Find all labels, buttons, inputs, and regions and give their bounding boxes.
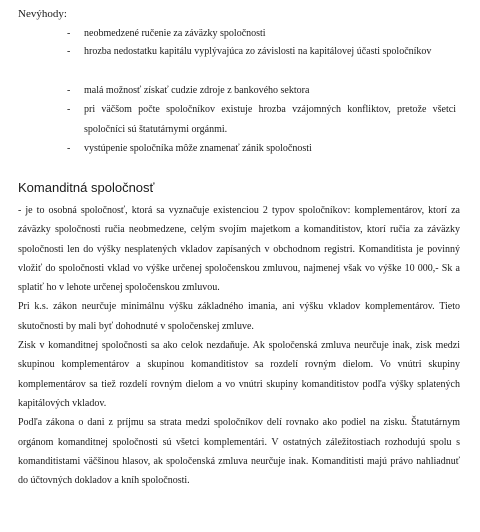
bullet-dash: - [67,46,71,57]
bullet-dash: - [67,28,71,39]
disadvantages-heading: Nevýhody: [18,8,67,20]
paragraph: Pri k.s. zákon neurčuje minimálnu výšku základného imania, ani výšku vkladov komplementárov. Tieto skutočnosti by mali byť dohodnuté v spoločenskej zmluve. [18,301,460,332]
list-item-text: malá možnosť získať cudzie zdroje z bankového sektora [84,85,310,96]
paragraph: Zisk v komanditnej spoločnosti sa ako celok nezdaňuje. Ak spoločenská zmluva neurčuje inak, zisk medzi skupinou komplementárov a skupinou komanditistov sa rozdelí rovným dielom. Vo vnútri skupiny komplementárov sa tiež rozdelí rovným dielom a vo vnútri skupiny komanditistov podľa výšky splatených kapitálových vkladov. [18,340,460,409]
bullet-dash: - [67,104,71,115]
section-title: Komanditná spoločnosť [18,180,155,195]
list-item-text: hrozba nedostatku kapitálu vyplývajúca zo závislosti na kapitálovej účasti spoločníkov [84,46,432,57]
list-item-text: neobmedzené ručenie za záväzky spoločnosti [84,28,266,39]
paragraph: Podľa zákona o dani z príjmu sa strata medzi spoločníkov delí rovnako ako podiel na zisku. Štatutárnym orgánom komanditnej spoločnosti sú všetci komplementári. V ostatných záležitostiach rozhodujú spolu s komanditistami väčšinou hlasov, ak spoločenská zmluva neurčuje inak. Komanditisti majú právo nahliadnuť do účtovných dokladov a kníh spoločnosti. [18,417,460,487]
list-item-text: pri väčšom počte spoločníkov existuje hrozba vzájomných konfliktov, pretože všetci spoločníci sú štatutárnymi orgánmi. [84,104,456,135]
bullet-dash: - [67,85,71,96]
section-body [18,201,460,490]
paragraph: - je to osobná spoločnosť, ktorá sa vyznačuje existenciou 2 typov spoločníkov: komplementárov, ktorí za záväzky spoločnosti ručia neobmedzene, celým svojím majetkom a komanditistov, ktorí ručia za záväzky spoločnosti len do výšky nesplatených vkladov zapísaných v obchodnom registri. Komanditista je povinný vložiť do spoločnosti vklad vo výške určenej spoločenskou zmluvou, najmenej však vo výške 10 000,- Sk a splatiť ho v lehote určenej spoločenskou zmluvou. [18,205,460,294]
list-item-text: vystúpenie spoločníka môže znamenať zánik spoločnosti [84,143,312,154]
bullet-dash: - [67,143,71,154]
